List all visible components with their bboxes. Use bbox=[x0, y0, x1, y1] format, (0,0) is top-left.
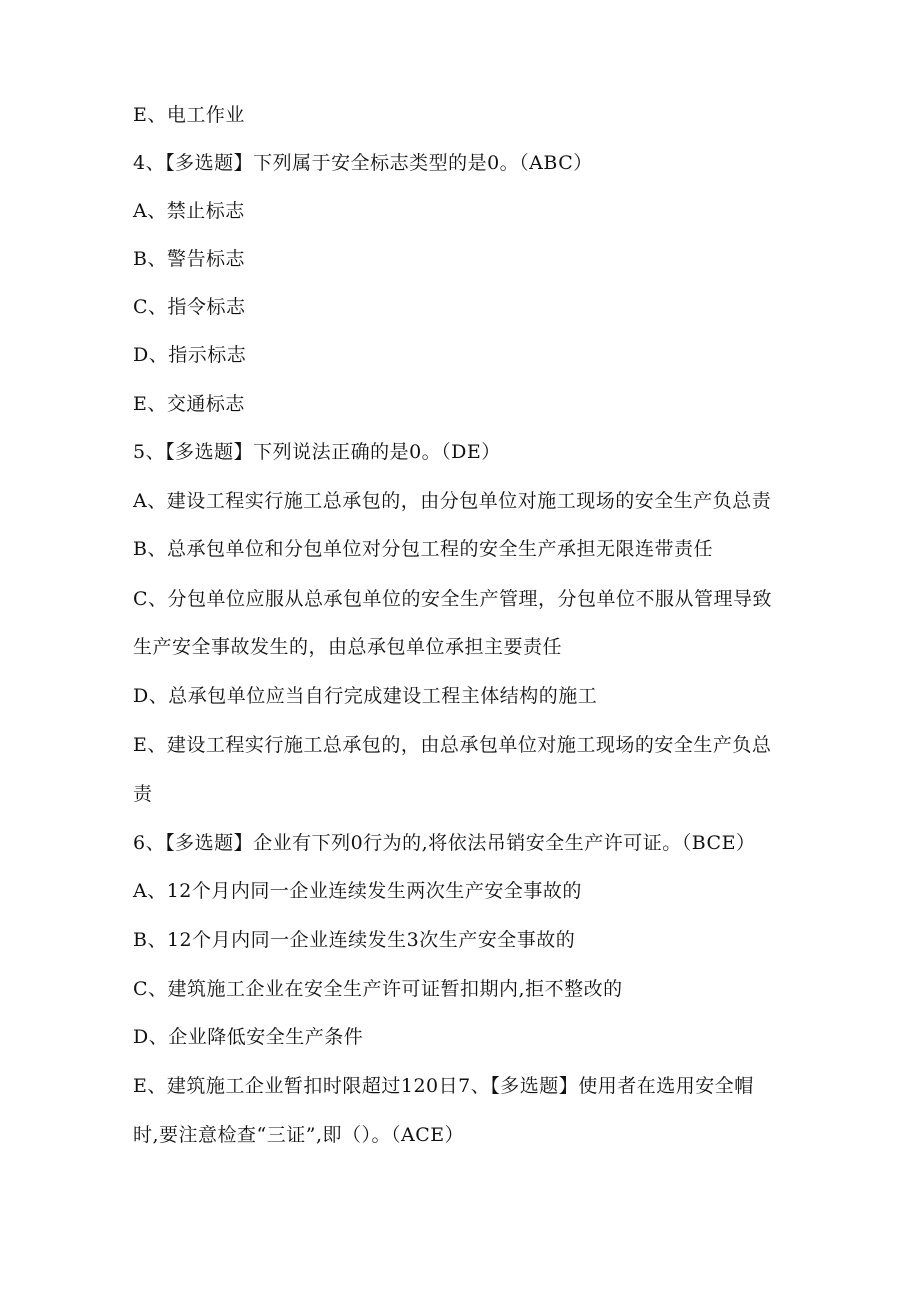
question-5: 5、【多选题】下列说法正确的是0。（DE） bbox=[133, 441, 501, 463]
option-a-q5: A、建设工程实行施工总承包的，由分包单位对施工现场的安全生产负总责 bbox=[133, 490, 772, 512]
option-a-q4: A、禁止标志 bbox=[133, 200, 245, 222]
option-e-q6: E、建筑施工企业暂扣时限超过120日7、【多选题】使用者在选用安全帽 bbox=[133, 1075, 754, 1097]
option-a-q6: A、12个月内同一企业连续发生两次生产安全事故的 bbox=[133, 880, 582, 902]
option-c-q5: C、分包单位应服从总承包单位的安全生产管理，分包单位不服从管理导致 bbox=[133, 588, 773, 610]
option-e-q5-continued: 责 bbox=[133, 783, 153, 805]
option-e-q3: E、电工作业 bbox=[133, 104, 245, 126]
option-c-q4: C、指令标志 bbox=[133, 296, 246, 318]
option-d-q4: D、指示标志 bbox=[133, 344, 247, 366]
option-d-q5: D、总承包单位应当自行完成建设工程主体结构的施工 bbox=[133, 685, 598, 707]
option-b-q5: B、总承包单位和分包单位对分包工程的安全生产承担无限连带责任 bbox=[133, 538, 713, 560]
option-e-q4: E、交通标志 bbox=[133, 393, 245, 415]
option-c-q6: C、建筑施工企业在安全生产许可证暂扣期内,拒不整改的 bbox=[133, 978, 623, 1000]
option-b-q6: B、12个月内同一企业连续发生3次生产安全事故的 bbox=[133, 929, 576, 951]
option-b-q4: B、警告标志 bbox=[133, 248, 245, 270]
question-4: 4、【多选题】下列属于安全标志类型的是0。（ABC） bbox=[133, 152, 593, 174]
question-7-continued: 时,要注意检查“三证”,即（）。（ACE） bbox=[133, 1124, 465, 1146]
question-6: 6、【多选题】企业有下列0行为的,将依法吊销安全生产许可证。（BCE） bbox=[133, 832, 756, 854]
option-c-q5-continued: 生产安全事故发生的，由总承包单位承担主要责任 bbox=[133, 636, 563, 658]
option-d-q6: D、企业降低安全生产条件 bbox=[133, 1026, 364, 1048]
option-e-q5: E、建设工程实行施工总承包的，由总承包单位对施工现场的安全生产负总 bbox=[133, 734, 772, 756]
